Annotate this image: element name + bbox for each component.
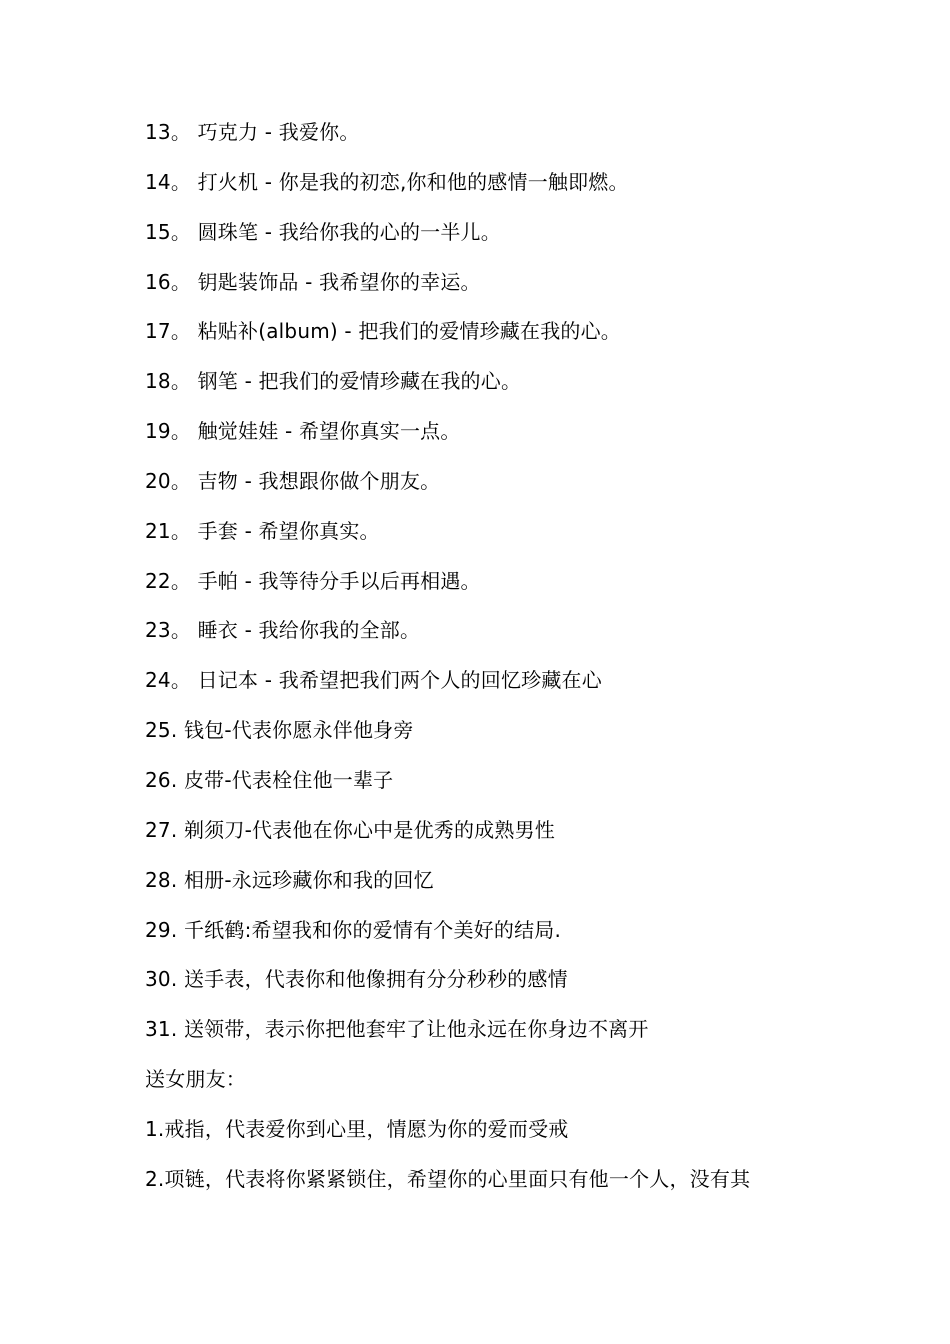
- text-line: 16。 钥匙装饰品 - 我希望你的幸运。: [145, 269, 481, 294]
- text-line: 28. 相册-永远珍藏你和我的回忆: [145, 867, 434, 892]
- text-line: 14。 打火机 - 你是我的初恋,你和他的感情一触即燃。: [145, 169, 629, 194]
- text-line: 25. 钱包-代表你愿永伴他身旁: [145, 718, 414, 743]
- text-line: 31. 送领带，表示你把他套牢了让他永远在你身边不离开: [145, 1017, 649, 1042]
- section-heading: 送女朋友：: [145, 1067, 246, 1092]
- text-line: 17。 粘贴补(album) - 把我们的爱情珍藏在我的心。: [145, 319, 622, 344]
- text-line: 30. 送手表，代表你和他像拥有分分秒秒的感情: [145, 967, 568, 992]
- text-line: 18。 钢笔 - 把我们的爱情珍藏在我的心。: [145, 369, 522, 394]
- text-line: 22。 手帕 - 我等待分手以后再相遇。: [145, 568, 481, 593]
- text-line: 26. 皮带-代表栓住他一辈子: [145, 767, 394, 792]
- text-line: 2.项链，代表将你紧紧锁住，希望你的心里面只有他一个人，没有其: [145, 1166, 751, 1191]
- text-body: [145, 116, 925, 1213]
- text-line: 21。 手套 - 希望你真实。: [145, 518, 380, 543]
- text-line: 29. 千纸鹤:希望我和你的爱情有个美好的结局.: [145, 917, 562, 942]
- text-line: 13。 巧克力 - 我爱你。: [145, 120, 360, 144]
- text-line: 20。 吉物 - 我想跟你做个朋友。: [145, 468, 441, 493]
- text-line: 19。 触觉娃娃 - 希望你真实一点。: [145, 419, 461, 444]
- text-line: 24。 日记本 - 我希望把我们两个人的回忆珍藏在心: [145, 668, 602, 693]
- text-line: 1.戒指，代表爱你到心里，情愿为你的爱而受戒: [145, 1116, 569, 1141]
- text-line: 15。 圆珠笔 - 我给你我的心的一半儿。: [145, 219, 501, 244]
- text-line: 27. 剃须刀-代表他在你心中是优秀的成熟男性: [145, 817, 555, 842]
- text-line: 23。 睡衣 - 我给你我的全部。: [145, 618, 421, 643]
